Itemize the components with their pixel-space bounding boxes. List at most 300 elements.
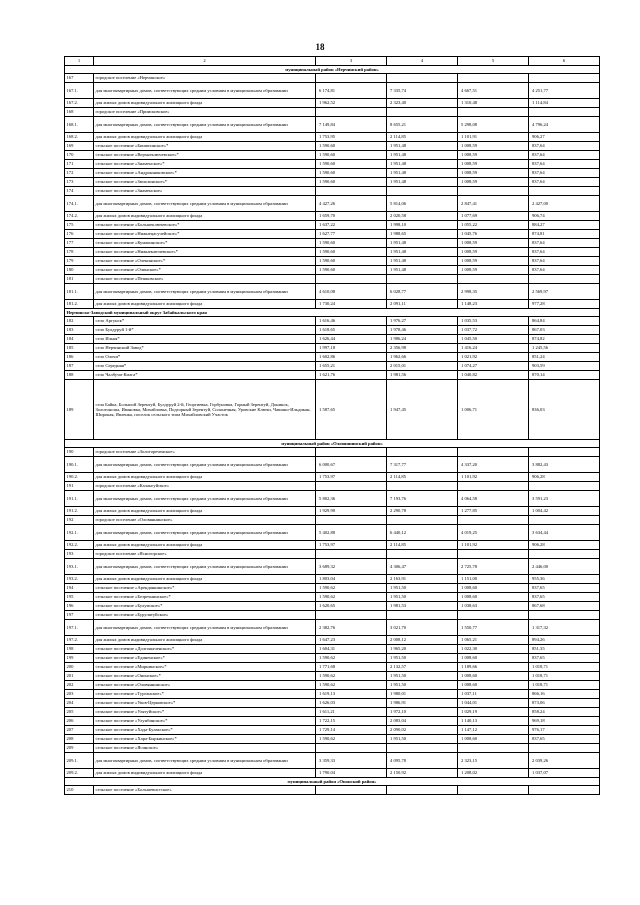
value-cell	[387, 108, 458, 117]
row-name: сельское поселение «Кумакинское»*	[94, 239, 316, 248]
value-cell: 903,59	[529, 362, 600, 371]
value-cell: 1 951,50	[387, 593, 458, 602]
table-row	[65, 160, 600, 169]
table-row	[65, 769, 600, 778]
value-cell	[316, 448, 387, 457]
table-row	[65, 362, 600, 371]
value-cell: 837,64	[529, 160, 600, 169]
value-cell	[529, 275, 600, 284]
value-cell: 977,28	[529, 300, 600, 309]
value-cell: 1 065,21	[458, 636, 529, 645]
table-row	[65, 448, 600, 457]
row-number: 209.2.	[65, 769, 94, 778]
value-cell: 1 951,48	[387, 178, 458, 187]
value-cell: 1 151,00	[458, 575, 529, 584]
value-cell: 1 626,03	[316, 699, 387, 708]
value-cell: 1 008,59	[458, 160, 529, 169]
value-cell: 1 951,48	[387, 239, 458, 248]
value-cell: 906,28	[529, 473, 600, 482]
table-row	[65, 690, 600, 699]
value-cell: 1 101,92	[458, 473, 529, 482]
value-cell: 2 446,00	[529, 559, 600, 575]
row-name: село Булдуруй 1-й*	[94, 326, 316, 335]
value-cell	[387, 611, 458, 620]
row-name: городское поселение «Нерчинское»	[94, 74, 316, 83]
value-cell: 3 591,23	[529, 491, 600, 507]
value-cell	[529, 786, 600, 795]
value-cell	[316, 187, 387, 196]
value-cell: 2 114,85	[387, 541, 458, 550]
row-number: 174.2.	[65, 212, 94, 221]
value-cell: 2 569,97	[529, 284, 600, 300]
value-cell: 2 083,04	[387, 717, 458, 726]
value-cell: 1 988,65	[387, 230, 458, 239]
value-cell	[529, 550, 600, 559]
row-number: 192	[65, 516, 94, 525]
value-cell: 1 587,65	[316, 380, 387, 440]
table-row	[65, 525, 600, 541]
table-row	[65, 353, 600, 362]
row-number: 170	[65, 151, 94, 160]
value-cell	[387, 275, 458, 284]
row-number: 172	[65, 169, 94, 178]
value-cell: 8 655,21	[387, 117, 458, 133]
value-cell: 4 796,24	[529, 117, 600, 133]
value-cell: 1 790,04	[316, 769, 387, 778]
row-number: 197.2.	[65, 636, 94, 645]
value-cell	[529, 482, 600, 491]
value-cell	[458, 108, 529, 117]
value-cell: 1 550,77	[458, 620, 529, 636]
row-number: 192.2.	[65, 541, 94, 550]
section-header-row	[65, 440, 600, 448]
row-number: 205	[65, 708, 94, 717]
value-cell: 1 998,10	[387, 221, 458, 230]
value-cell	[458, 74, 529, 83]
value-cell: 1 986,91	[387, 699, 458, 708]
table-row	[65, 196, 600, 212]
table-row	[65, 151, 600, 160]
value-cell: 1 022,30	[458, 645, 529, 654]
value-cell: 2 020,58	[387, 212, 458, 221]
row-number: 196	[65, 602, 94, 611]
table-row	[65, 178, 600, 187]
value-cell: 851,24	[529, 353, 600, 362]
value-cell: 1 951,48	[387, 257, 458, 266]
value-cell: 1 647,23	[316, 636, 387, 645]
table-row	[65, 602, 600, 611]
value-cell: 906,28	[529, 541, 600, 550]
table-row	[65, 699, 600, 708]
table-row	[65, 133, 600, 142]
value-cell	[458, 187, 529, 196]
value-cell: 1 018,71	[529, 663, 600, 672]
row-number: 208	[65, 735, 94, 744]
value-cell: 1 978,46	[387, 326, 458, 335]
value-cell: 1 044,01	[458, 699, 529, 708]
row-number: 206	[65, 717, 94, 726]
value-cell: 864,84	[529, 317, 600, 326]
value-cell: 5 814,06	[387, 196, 458, 212]
value-cell: 2 114,85	[387, 133, 458, 142]
value-cell: 1 730,24	[316, 300, 387, 309]
row-number: 168	[65, 108, 94, 117]
table-header-row	[65, 57, 600, 66]
row-number: 182	[65, 317, 94, 326]
value-cell: 1 008,60	[458, 584, 529, 593]
value-cell: 1 590,62	[316, 672, 387, 681]
value-cell: 4 306,47	[387, 559, 458, 575]
row-number: 179	[65, 257, 94, 266]
row-name: село Нерчинский Завод*	[94, 344, 316, 353]
value-cell: 7 193,76	[387, 491, 458, 507]
value-cell: 1 627,77	[316, 230, 387, 239]
value-cell: 1 602,86	[316, 353, 387, 362]
row-number: 190.2.	[65, 473, 94, 482]
table-row	[65, 284, 600, 300]
value-cell: 1 277,85	[458, 507, 529, 516]
value-cell: 4 610,08	[316, 284, 387, 300]
table-row	[65, 83, 600, 99]
value-cell: 1 637,22	[316, 221, 387, 230]
value-cell: 1 951,50	[387, 584, 458, 593]
value-cell: 5 802,36	[316, 491, 387, 507]
value-cell: 2 150,92	[387, 769, 458, 778]
row-number: 181	[65, 275, 94, 284]
value-cell	[529, 744, 600, 753]
row-name: для многоквартирных домов, соответствующих средним условиям в муниципальном образовании	[94, 284, 316, 300]
value-cell: 1 929,90	[316, 507, 387, 516]
value-cell: 1 189,66	[458, 663, 529, 672]
row-number: 167	[65, 74, 94, 83]
value-cell: 2 039,26	[529, 753, 600, 769]
header-cell: 6	[529, 57, 600, 66]
table-row	[65, 248, 600, 257]
value-cell: 1 604,31	[316, 645, 387, 654]
row-number: 195	[65, 593, 94, 602]
value-cell: 2 725,78	[458, 559, 529, 575]
table-body	[65, 57, 600, 795]
table-row	[65, 611, 600, 620]
value-cell: 1 590,60	[316, 142, 387, 151]
row-name: городское поселение «Приисковское»	[94, 108, 316, 117]
table-row	[65, 550, 600, 559]
value-cell: 1 951,48	[387, 142, 458, 151]
value-cell: 837,64	[529, 151, 600, 160]
row-number: 207	[65, 726, 94, 735]
row-name: для многоквартирных домов, соответствующих средним условиям в муниципальном образовании	[94, 525, 316, 541]
row-number: 191.1.	[65, 491, 94, 507]
row-number: 200	[65, 663, 94, 672]
value-cell: 3 882,43	[529, 457, 600, 473]
value-cell: 1 101,92	[458, 541, 529, 550]
row-name: сельское поселение «Аренданкинское»*	[94, 584, 316, 593]
table-row	[65, 593, 600, 602]
section-title: муниципальный район «Нерчинский район»	[65, 66, 600, 74]
value-cell	[529, 611, 600, 620]
table-row	[65, 212, 600, 221]
value-cell: 1 037,11	[458, 690, 529, 699]
value-cell: 4 019,25	[458, 525, 529, 541]
row-name: для жилых домов индивидуального жилищного фонда	[94, 133, 316, 142]
value-cell: 4 667,51	[458, 83, 529, 99]
table-row	[65, 169, 600, 178]
value-cell	[458, 744, 529, 753]
table-row	[65, 786, 600, 795]
row-number: 180	[65, 266, 94, 275]
value-cell: 837,64	[529, 169, 600, 178]
section-header-row	[65, 66, 600, 74]
table-row	[65, 681, 600, 690]
value-cell: 2 163,91	[387, 575, 458, 584]
value-cell: 1 655,21	[316, 362, 387, 371]
value-cell	[387, 187, 458, 196]
row-number: 203	[65, 690, 94, 699]
row-number: 167.1.	[65, 83, 94, 99]
row-name: для жилых домов индивидуального жилищного фонда	[94, 636, 316, 645]
value-cell: 1 245,56	[529, 344, 600, 353]
value-cell: 1 590,60	[316, 257, 387, 266]
value-cell: 837,64	[529, 266, 600, 275]
value-cell	[387, 550, 458, 559]
row-name: сельское поселение «Знаменское»	[94, 187, 316, 196]
table-row	[65, 654, 600, 663]
row-name: для жилых домов индивидуального жилищного фонда	[94, 212, 316, 221]
row-name: сельское поселение «Булумское»*	[94, 602, 316, 611]
value-cell: 1 753,95	[316, 133, 387, 142]
value-cell: 837,64	[529, 239, 600, 248]
section-header-row	[65, 778, 600, 786]
table-row	[65, 335, 600, 344]
row-number: 209	[65, 744, 94, 753]
value-cell: 851,35	[529, 645, 600, 654]
header-cell: 5	[458, 57, 529, 66]
value-cell: 4 064,58	[458, 491, 529, 507]
value-cell: 1 722,15	[316, 717, 387, 726]
value-cell: 1 951,48	[387, 151, 458, 160]
value-cell: 1 018,71	[529, 681, 600, 690]
table-row	[65, 541, 600, 550]
value-cell: 4 427,26	[316, 196, 387, 212]
row-number: 174	[65, 187, 94, 196]
value-cell: 5 402,88	[316, 525, 387, 541]
row-number: 209.1.	[65, 753, 94, 769]
value-cell: 1 045,76	[458, 230, 529, 239]
row-name: для многоквартирных домов, соответствующих средним условиям в муниципальном образовании	[94, 753, 316, 769]
row-name: сельское поселение «Оловяннинское»	[94, 681, 316, 690]
row-name: сельское поселение «Безречнинское»*	[94, 593, 316, 602]
value-cell: 1 208,02	[458, 769, 529, 778]
value-cell	[387, 786, 458, 795]
row-name: село Середняя*	[94, 362, 316, 371]
row-name: сельское поселение «Бишигинское»*	[94, 142, 316, 151]
value-cell: 2 008,12	[387, 636, 458, 645]
value-cell: 1 611,21	[316, 708, 387, 717]
value-cell	[529, 448, 600, 457]
value-cell: 2 998,35	[458, 284, 529, 300]
value-cell	[316, 516, 387, 525]
row-name: для жилых домов индивидуального жилищного фонда	[94, 473, 316, 482]
value-cell: 1 008,59	[458, 248, 529, 257]
value-cell: 867,68	[529, 602, 600, 611]
table-row	[65, 221, 600, 230]
header-cell: 4	[387, 57, 458, 66]
row-number: 201	[65, 672, 94, 681]
page-number: 18	[315, 42, 325, 52]
value-cell: 2 323,15	[458, 753, 529, 769]
value-cell: 1 590,62	[316, 593, 387, 602]
row-name: для жилых домов индивидуального жилищного фонда	[94, 769, 316, 778]
value-cell: 836,03	[529, 380, 600, 440]
row-name: сельское поселение «Турганское»*	[94, 690, 316, 699]
value-cell: 1 590,60	[316, 151, 387, 160]
table-row	[65, 326, 600, 335]
row-name: село Аргунск*	[94, 317, 316, 326]
row-name: для многоквартирных домов, соответствующих средним условиям в муниципальном образовании	[94, 83, 316, 99]
value-cell: 2 091,11	[387, 300, 458, 309]
row-number: 197.1.	[65, 620, 94, 636]
value-cell: 1 416,24	[458, 344, 529, 353]
value-cell: 867,03	[529, 326, 600, 335]
value-cell	[529, 74, 600, 83]
row-name: сельское поселение «Улятуйское»*	[94, 708, 316, 717]
table-row	[65, 584, 600, 593]
table-row	[65, 708, 600, 717]
value-cell: 1 077,69	[458, 212, 529, 221]
row-name: сельское поселение «Улунбинское»*	[94, 717, 316, 726]
value-cell: 1 008,59	[458, 266, 529, 275]
row-name: для жилых домов индивидуального жилищного фонда	[94, 575, 316, 584]
value-cell: 1 055,22	[458, 221, 529, 230]
table-row	[65, 380, 600, 440]
value-cell: 1 590,62	[316, 654, 387, 663]
value-cell: 837,65	[529, 654, 600, 663]
table-row	[65, 142, 600, 151]
row-number: 199	[65, 654, 94, 663]
value-cell: 837,64	[529, 142, 600, 151]
row-number: 197	[65, 611, 94, 620]
value-cell: 2 847,41	[458, 196, 529, 212]
table-row	[65, 317, 600, 326]
value-cell: 2 382,76	[316, 620, 387, 636]
row-name: сельское поселение «Олекинское»*	[94, 257, 316, 266]
value-cell	[316, 611, 387, 620]
value-cell: 3 689,32	[316, 559, 387, 575]
table-row	[65, 266, 600, 275]
table-row	[65, 230, 600, 239]
row-name: сельское поселение «Андронниковское»*	[94, 169, 316, 178]
row-number: 175	[65, 221, 94, 230]
value-cell: 1 038,63	[458, 602, 529, 611]
value-cell: 1 018,71	[529, 672, 600, 681]
value-cell: 1 008,59	[458, 142, 529, 151]
table-row	[65, 344, 600, 353]
value-cell	[316, 482, 387, 491]
value-cell: 1 621,76	[316, 371, 387, 380]
row-name: села Байка, Большой Зерентуй, Булдуруй 2-й, Георгиевка, Горбуновка, Горный Зерентуй, Донинск, Золотоноша, Ивановка, Михайловка, Подгорный Зерентуй, Солонечная, Уровские Ключи, Чашино-Ильдикан, Широкая, Явленка, поселок сельского типа Михайловский Участок	[94, 380, 316, 440]
row-name: для многоквартирных домов, соответствующих средним условиям в муниципальном образовании	[94, 117, 316, 133]
value-cell: 4 337,20	[458, 457, 529, 473]
table-row	[65, 636, 600, 645]
row-number: 184	[65, 335, 94, 344]
value-cell: 1 997,18	[316, 344, 387, 353]
section-header-row	[65, 309, 600, 317]
table-row	[65, 735, 600, 744]
value-cell: 1 140,13	[458, 717, 529, 726]
table-row	[65, 275, 600, 284]
value-cell: 1 590,60	[316, 160, 387, 169]
row-number: 169	[65, 142, 94, 151]
row-name: сельское поселение «Зюльзинское»*	[94, 178, 316, 187]
row-number: 189	[65, 380, 94, 440]
row-number: 190.1.	[65, 457, 94, 473]
value-cell	[458, 275, 529, 284]
value-cell: 1 029,19	[458, 708, 529, 717]
value-cell: 1 951,50	[387, 681, 458, 690]
row-name: городское поселение «Калангуйское»	[94, 482, 316, 491]
row-name: сельское поселение «Хара-Быркинское»*	[94, 735, 316, 744]
table-row	[65, 491, 600, 507]
row-name: село Олочи*	[94, 353, 316, 362]
value-cell: 1 147,12	[458, 726, 529, 735]
row-name: сельское поселение «Единенское»*	[94, 654, 316, 663]
value-cell: 1 008,60	[458, 681, 529, 690]
table-row	[65, 645, 600, 654]
value-cell: 1 962,66	[387, 353, 458, 362]
value-cell: 2 114,85	[387, 473, 458, 482]
row-number: 194	[65, 584, 94, 593]
value-cell: 837,64	[529, 257, 600, 266]
row-number: 192.1.	[65, 525, 94, 541]
value-cell	[529, 516, 600, 525]
value-cell: 1 986,24	[387, 335, 458, 344]
table-row	[65, 239, 600, 248]
tariff-table	[64, 56, 600, 795]
value-cell	[316, 550, 387, 559]
row-number: 168.1.	[65, 117, 94, 133]
row-name: для многоквартирных домов, соответствующих средним условиям в муниципальном образовании	[94, 457, 316, 473]
value-cell: 6 028,77	[387, 284, 458, 300]
value-cell	[387, 74, 458, 83]
value-cell	[458, 786, 529, 795]
value-cell: 1 004,42	[529, 507, 600, 516]
row-number: 183	[65, 326, 94, 335]
value-cell: 1 951,48	[387, 169, 458, 178]
value-cell: 1 006,71	[458, 380, 529, 440]
value-cell: 3 634,44	[529, 525, 600, 541]
value-cell: 1 045,50	[458, 335, 529, 344]
value-cell: 4 251,77	[529, 83, 600, 99]
value-cell: 870,14	[529, 371, 600, 380]
value-cell	[316, 786, 387, 795]
value-cell: 837,65	[529, 584, 600, 593]
value-cell: 1 626,44	[316, 335, 387, 344]
value-cell: 2 427,00	[529, 196, 600, 212]
value-cell: 2 090,02	[387, 726, 458, 735]
value-cell	[458, 482, 529, 491]
row-number: 193.2.	[65, 575, 94, 584]
row-name: сельское поселение «Большевистское»	[94, 786, 316, 795]
table-row	[65, 473, 600, 482]
table-row	[65, 257, 600, 266]
value-cell	[316, 275, 387, 284]
value-cell	[387, 482, 458, 491]
value-cell: 1 753,97	[316, 541, 387, 550]
table-row	[65, 663, 600, 672]
row-name: сельское поселение «Мирнинское»*	[94, 663, 316, 672]
row-name: сельское поселение «Нижнецасучейское»*	[94, 230, 316, 239]
value-cell: 6 440,12	[387, 525, 458, 541]
